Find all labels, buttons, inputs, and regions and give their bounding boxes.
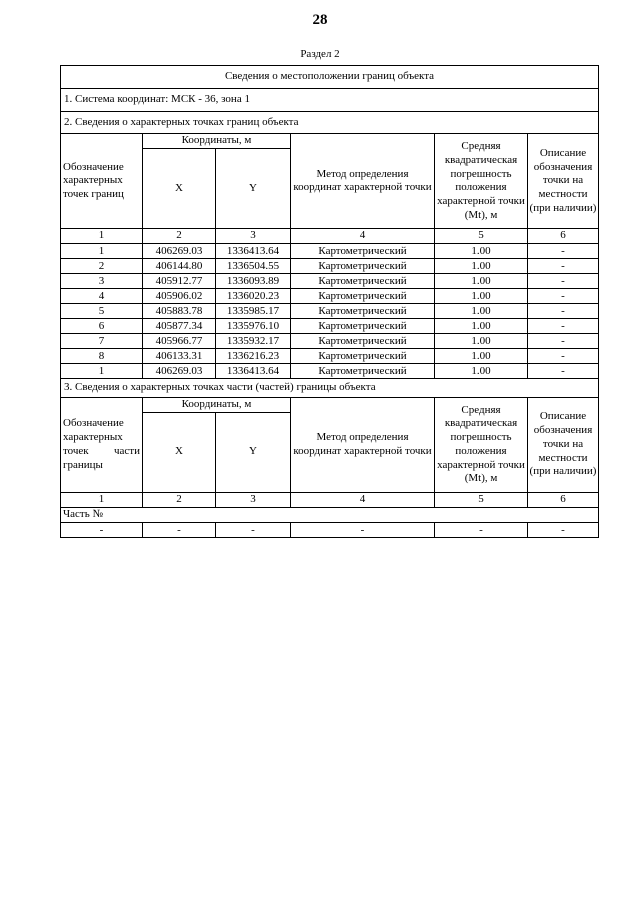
desc-cell: - [528, 304, 599, 319]
x-cell: 406144.80 [143, 259, 216, 274]
column-number: 5 [435, 229, 528, 244]
desc-cell: - [528, 259, 599, 274]
method-cell: Картометрический [291, 289, 435, 304]
header-error-part: Средняя квадратическая погрешность положения характерной точки (Mt), м [435, 397, 528, 492]
x-cell: 405966.77 [143, 334, 216, 349]
table-row [61, 259, 599, 274]
table-row-empty [61, 522, 599, 537]
method-cell: Картометрический [291, 304, 435, 319]
column-number: 2 [143, 492, 216, 507]
x-cell: 406269.03 [143, 244, 216, 259]
column-number: 1 [61, 492, 143, 507]
desc-cell: - [528, 364, 599, 379]
empty-cell: - [435, 522, 528, 537]
header-coords-part: Координаты, м [143, 397, 291, 412]
empty-cell: - [216, 522, 291, 537]
table-row [61, 334, 599, 349]
boundary-table [60, 65, 599, 538]
header-error: Средняя квадратическая погрешность положения характерной точки (Mt), м [435, 134, 528, 229]
column-number: 1 [61, 229, 143, 244]
error-cell: 1.00 [435, 349, 528, 364]
desc-cell: - [528, 334, 599, 349]
method-cell: Картометрический [291, 274, 435, 289]
method-cell: Картометрический [291, 364, 435, 379]
method-cell: Картометрический [291, 244, 435, 259]
column-number: 3 [216, 492, 291, 507]
table-row [61, 304, 599, 319]
x-cell: 405906.02 [143, 289, 216, 304]
part2-title: 2. Сведения о характерных точках границ объекта [61, 111, 599, 134]
table-row [61, 364, 599, 379]
header-desc-part: Описание обозначения точки на местности (при наличии) [528, 397, 599, 492]
coord-system: 1. Система координат: МСК - 36, зона 1 [61, 88, 599, 111]
table-row [61, 244, 599, 259]
header-method-part: Метод определения координат характерной точки [291, 397, 435, 492]
y-cell: 1335985.17 [216, 304, 291, 319]
y-cell: 1335932.17 [216, 334, 291, 349]
desc-cell: - [528, 274, 599, 289]
method-cell: Картометрический [291, 334, 435, 349]
column-number: 5 [435, 492, 528, 507]
x-cell: 405883.78 [143, 304, 216, 319]
method-cell: Картометрический [291, 259, 435, 274]
header-x-part: X [143, 412, 216, 492]
header-method: Метод определения координат характерной точки [291, 134, 435, 229]
table-row [61, 319, 599, 334]
header-y: Y [216, 149, 291, 229]
header-coords: Координаты, м [143, 134, 291, 149]
point-cell: 5 [61, 304, 143, 319]
desc-cell: - [528, 244, 599, 259]
point-cell: 1 [61, 244, 143, 259]
empty-cell: - [143, 522, 216, 537]
method-cell: Картометрический [291, 319, 435, 334]
point-cell: 8 [61, 349, 143, 364]
point-cell: 1 [61, 364, 143, 379]
table-row [61, 349, 599, 364]
method-cell: Картометрический [291, 349, 435, 364]
x-cell: 406269.03 [143, 364, 216, 379]
x-cell: 406133.31 [143, 349, 216, 364]
error-cell: 1.00 [435, 274, 528, 289]
x-cell: 405912.77 [143, 274, 216, 289]
point-cell: 3 [61, 274, 143, 289]
point-cell: 7 [61, 334, 143, 349]
error-cell: 1.00 [435, 259, 528, 274]
point-cell: 6 [61, 319, 143, 334]
header-desc: Описание обозначения точки на местности (при наличии) [528, 134, 599, 229]
error-cell: 1.00 [435, 334, 528, 349]
part3-title: 3. Сведения о характерных точках части (частей) границы объекта [61, 379, 599, 398]
table-row [61, 289, 599, 304]
column-number: 2 [143, 229, 216, 244]
column-number: 4 [291, 492, 435, 507]
page-number: 28 [312, 12, 328, 28]
column-number: 6 [528, 492, 599, 507]
error-cell: 1.00 [435, 289, 528, 304]
y-cell: 1336216.23 [216, 349, 291, 364]
column-number: 6 [528, 229, 599, 244]
error-cell: 1.00 [435, 304, 528, 319]
desc-cell: - [528, 319, 599, 334]
y-cell: 1335976.10 [216, 319, 291, 334]
error-cell: 1.00 [435, 364, 528, 379]
header-point-part: Обозначение характерных точек части границы [61, 397, 143, 492]
header-y-part: Y [216, 412, 291, 492]
y-cell: 1336093.89 [216, 274, 291, 289]
empty-cell: - [291, 522, 435, 537]
desc-cell: - [528, 289, 599, 304]
table-title: Сведения о местоположении границ объекта [61, 66, 599, 89]
point-cell: 4 [61, 289, 143, 304]
column-number: 3 [216, 229, 291, 244]
header-x: X [143, 149, 216, 229]
y-cell: 1336504.55 [216, 259, 291, 274]
header-point: Обозначение характерных точек границ [61, 134, 143, 229]
x-cell: 405877.34 [143, 319, 216, 334]
desc-cell: - [528, 349, 599, 364]
part-label: Часть № [61, 507, 599, 522]
section-title: Раздел 2 [300, 48, 340, 60]
column-number: 4 [291, 229, 435, 244]
error-cell: 1.00 [435, 319, 528, 334]
y-cell: 1336020.23 [216, 289, 291, 304]
error-cell: 1.00 [435, 244, 528, 259]
y-cell: 1336413.64 [216, 364, 291, 379]
empty-cell: - [61, 522, 143, 537]
empty-cell: - [528, 522, 599, 537]
y-cell: 1336413.64 [216, 244, 291, 259]
column-numbers [61, 229, 599, 244]
table-row [61, 274, 599, 289]
point-cell: 2 [61, 259, 143, 274]
column-numbers-part [61, 492, 599, 507]
